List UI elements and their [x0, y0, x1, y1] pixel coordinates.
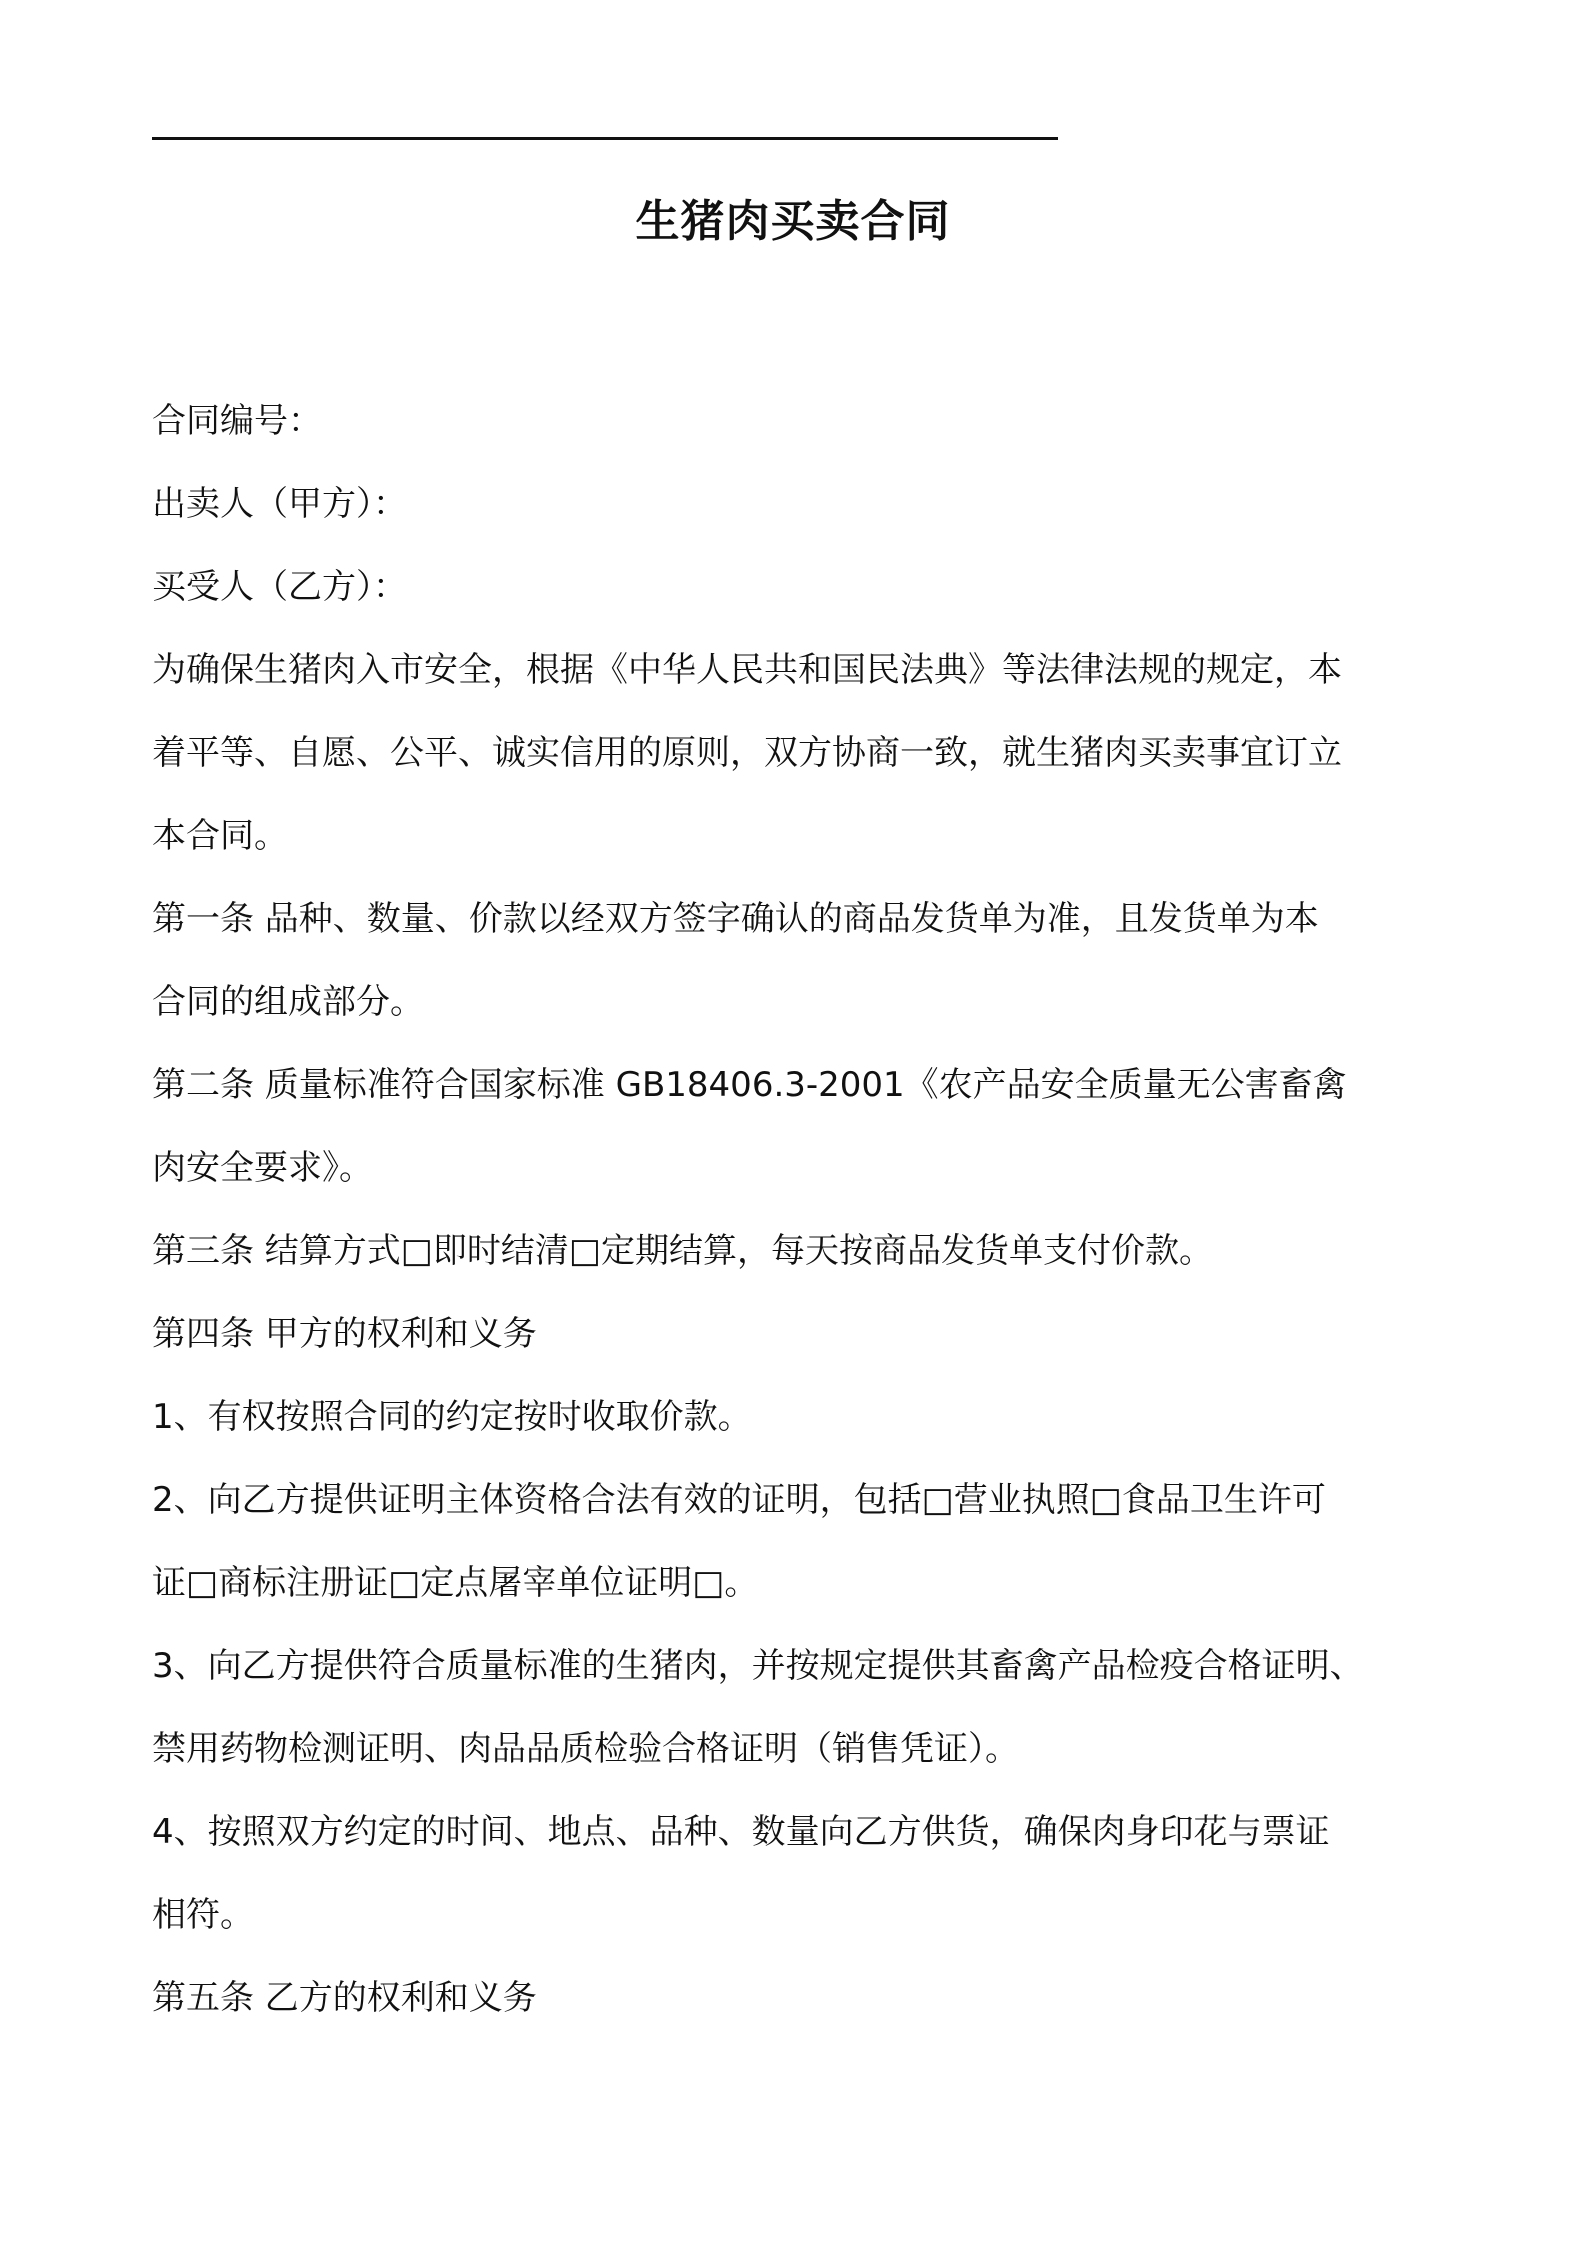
- article-3-line: 第三条 结算方式□即时结清□定期结算，每天按商品发货单支付价款。: [152, 1231, 1214, 1271]
- article-5-heading: 第五条 乙方的权利和义务: [152, 1978, 537, 2018]
- preamble-line: 本合同。: [152, 816, 288, 856]
- preamble-line: 为确保生猪肉入市安全，根据《中华人民共和国民法典》等法律法规的规定，本: [152, 650, 1342, 690]
- article-4-item-1: 1、有权按照合同的约定按时收取价款。: [152, 1397, 752, 1437]
- article-2-line: 肉安全要求》。: [152, 1148, 373, 1188]
- article-4-item-3: 禁用药物检测证明、肉品品质检验合格证明（销售凭证）。: [152, 1729, 1019, 1769]
- article-4-item-4: 相符。: [152, 1895, 254, 1935]
- document-title: 生猪肉买卖合同: [635, 196, 951, 247]
- article-1-line: 合同的组成部分。: [152, 982, 424, 1022]
- article-4-heading: 第四条 甲方的权利和义务: [152, 1314, 537, 1354]
- buyer-line: 买受人（乙方）：: [152, 567, 407, 607]
- article-2-line: 第二条 质量标准符合国家标准 GB18406.3-2001《农产品安全质量无公害畜禽: [152, 1065, 1347, 1105]
- article-4-item-3: 3、向乙方提供符合质量标准的生猪肉，并按规定提供其畜禽产品检疫合格证明、: [152, 1646, 1364, 1686]
- document-body: [152, 380, 1452, 2040]
- seller-line: 出卖人（甲方）：: [152, 484, 407, 524]
- article-1-line: 第一条 品种、数量、价款以经双方签字确认的商品发货单为准，且发货单为本: [152, 899, 1319, 939]
- header-rule: [152, 137, 1058, 140]
- article-4-item-4: 4、按照双方约定的时间、地点、品种、数量向乙方供货，确保肉身印花与票证: [152, 1812, 1330, 1852]
- preamble-line: 着平等、自愿、公平、诚实信用的原则，双方协商一致，就生猪肉买卖事宜订立: [152, 733, 1342, 773]
- article-4-item-2: 2、向乙方提供证明主体资格合法有效的证明，包括□营业执照□食品卫生许可: [152, 1480, 1326, 1520]
- contract-number-line: 合同编号：: [152, 401, 322, 441]
- article-4-item-2: 证□商标注册证□定点屠宰单位证明□。: [152, 1563, 759, 1603]
